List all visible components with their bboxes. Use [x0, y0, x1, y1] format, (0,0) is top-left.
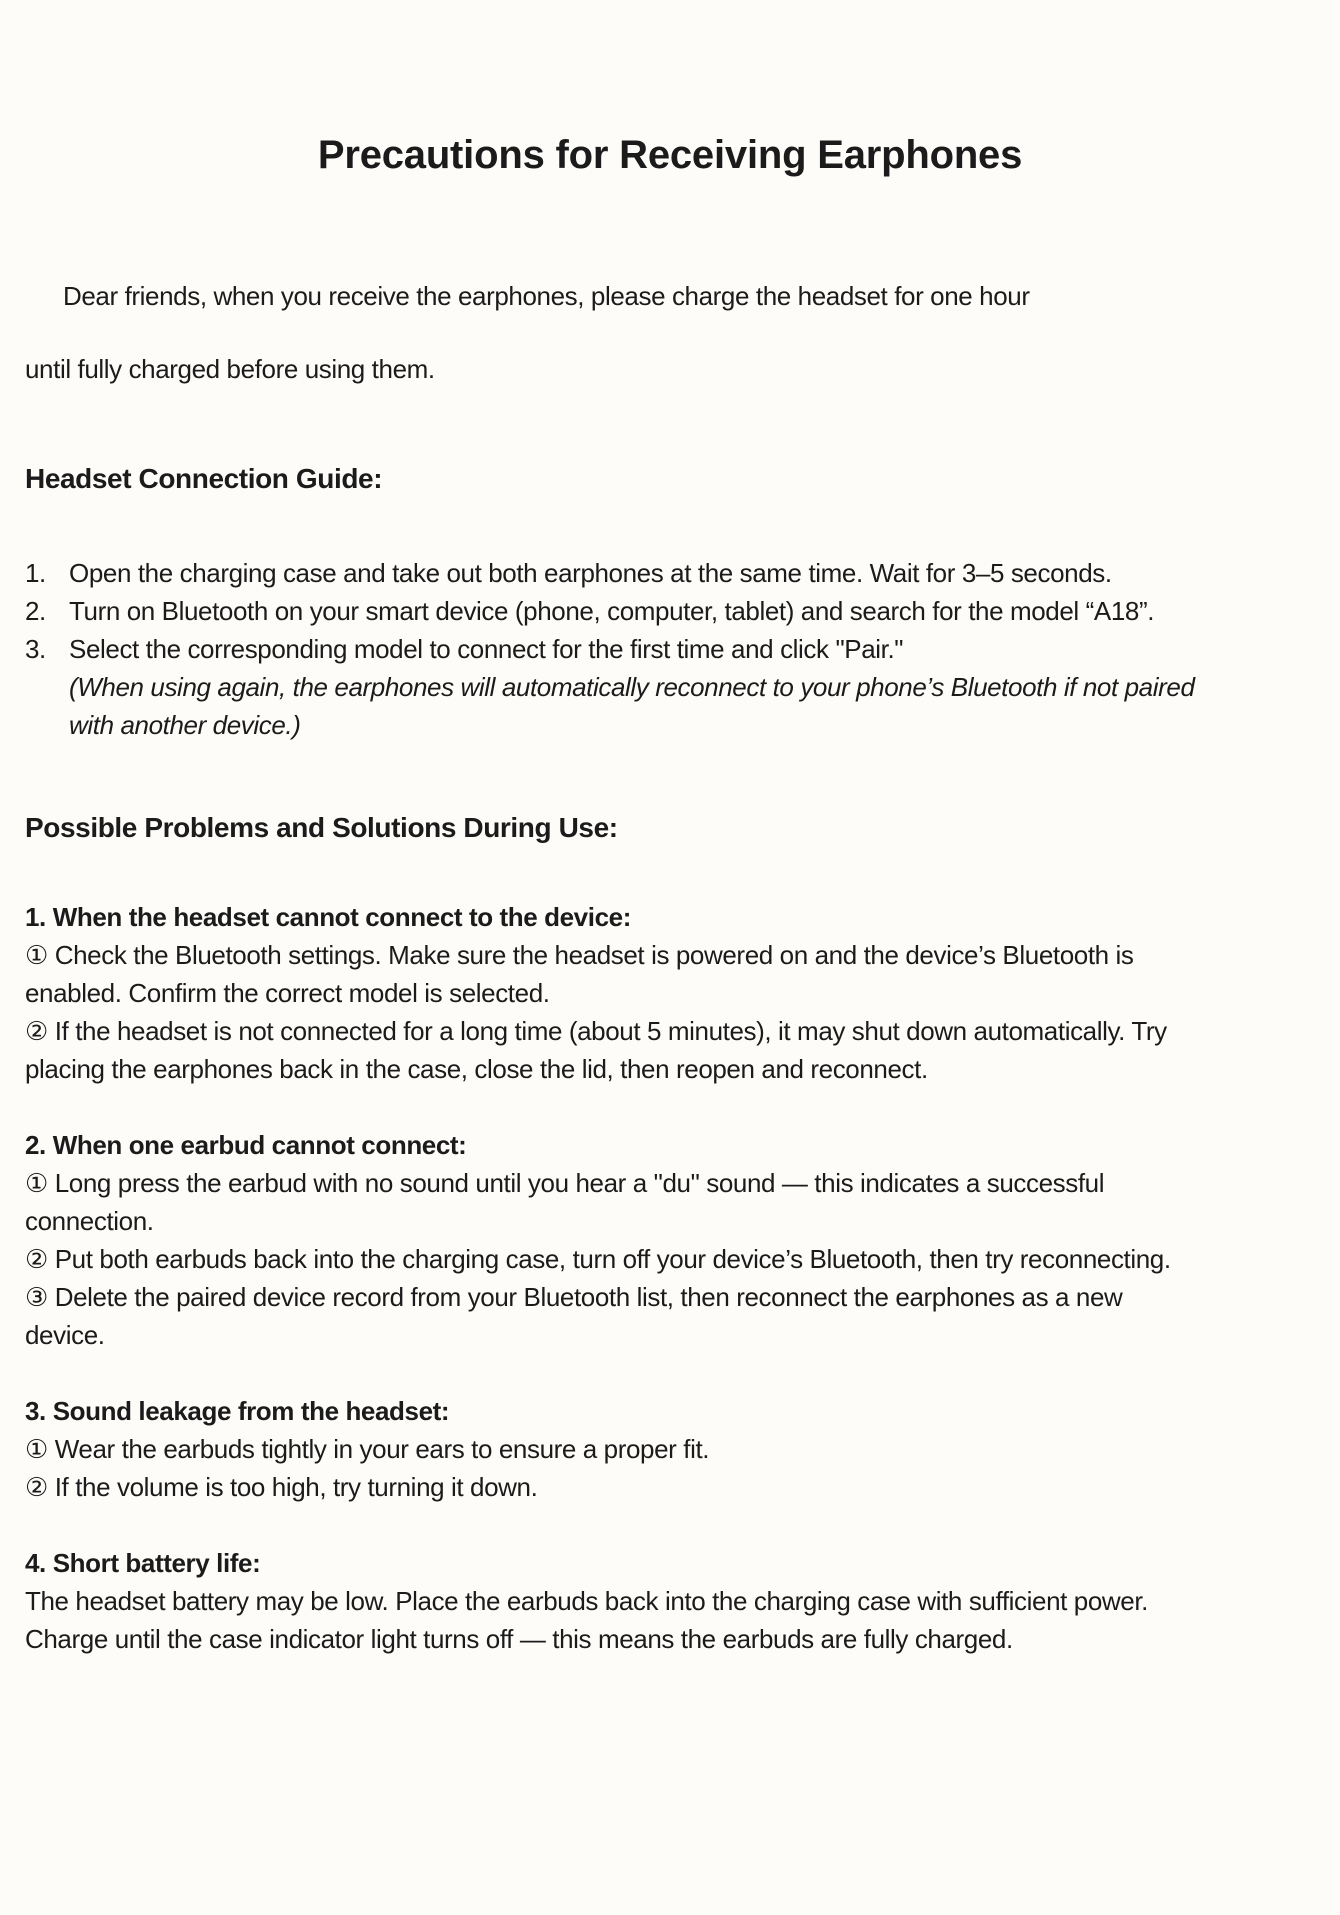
guide-note-line: with another device.) [69, 710, 301, 740]
step-text: Turn on Bluetooth on your smart device (phone, computer, tablet) and search for the model “A18”. [69, 596, 1155, 626]
guide-heading: Headset Connection Guide: [25, 463, 383, 494]
guide-step [25, 554, 1315, 592]
problem-section-3 [25, 1392, 1315, 1506]
problem-line: enabled. Confirm the correct model is selected. [25, 978, 550, 1008]
problem-section-2 [25, 1126, 1315, 1354]
intro-line: Dear friends, when you receive the earphones, please charge the headset for one hour [63, 281, 1030, 311]
problem-line: ② Put both earbuds back into the charging case, turn off your device’s Bluetooth, then try reconnecting. [25, 1244, 1171, 1274]
problem-section-heading: 2. When one earbud cannot connect: [25, 1130, 467, 1160]
step-number: 3. [25, 634, 46, 664]
intro-paragraph [25, 260, 1315, 406]
guide-note [69, 668, 1315, 744]
document-title: Precautions for Receiving Earphones [317, 133, 1023, 177]
guide-step [25, 592, 1315, 630]
problem-line: ② If the volume is too high, try turning it down. [25, 1472, 538, 1502]
problem-line: Charge until the case indicator light turns off — this means the earbuds are fully charged. [25, 1624, 1013, 1654]
step-text: Open the charging case and take out both earphones at the same time. Wait for 3–5 seconds. [69, 558, 1112, 588]
step-number: 1. [25, 558, 46, 588]
problem-line: connection. [25, 1206, 154, 1236]
problem-line: placing the earphones back in the case, close the lid, then reopen and reconnect. [25, 1054, 928, 1084]
problem-line: ① Check the Bluetooth settings. Make sure the headset is powered on and the device’s Bluetooth is [25, 940, 1134, 970]
problem-line: ① Wear the earbuds tightly in your ears to ensure a proper fit. [25, 1434, 710, 1464]
problem-section-heading: 1. When the headset cannot connect to the device: [25, 902, 631, 932]
step-number: 2. [25, 596, 46, 626]
problem-section-1 [25, 898, 1315, 1088]
problem-section-heading: 3. Sound leakage from the headset: [25, 1396, 450, 1426]
document-page [0, 130, 1340, 1915]
intro-line: until fully charged before using them. [25, 354, 435, 384]
problem-line: The headset battery may be low. Place the earbuds back into the charging case with sufficient power. [25, 1586, 1148, 1616]
problem-line: ③ Delete the paired device record from your Bluetooth list, then reconnect the earphones as a new [25, 1282, 1123, 1312]
guide-step [25, 630, 1315, 668]
step-text: Select the corresponding model to connect for the first time and click "Pair." [69, 634, 904, 664]
problem-line: ② If the headset is not connected for a long time (about 5 minutes), it may shut down automatically. Try [25, 1016, 1167, 1046]
problem-line: device. [25, 1320, 105, 1350]
guide-note-line: (When using again, the earphones will automatically reconnect to your phone’s Bluetooth if not paired [69, 672, 1195, 702]
problem-section-4 [25, 1544, 1315, 1658]
problem-section-heading: 4. Short battery life: [25, 1548, 261, 1578]
connection-steps-list [25, 554, 1315, 744]
problem-line: ① Long press the earbud with no sound until you hear a "du" sound — this indicates a successful [25, 1168, 1105, 1198]
problems-heading: Possible Problems and Solutions During Use: [25, 812, 618, 843]
